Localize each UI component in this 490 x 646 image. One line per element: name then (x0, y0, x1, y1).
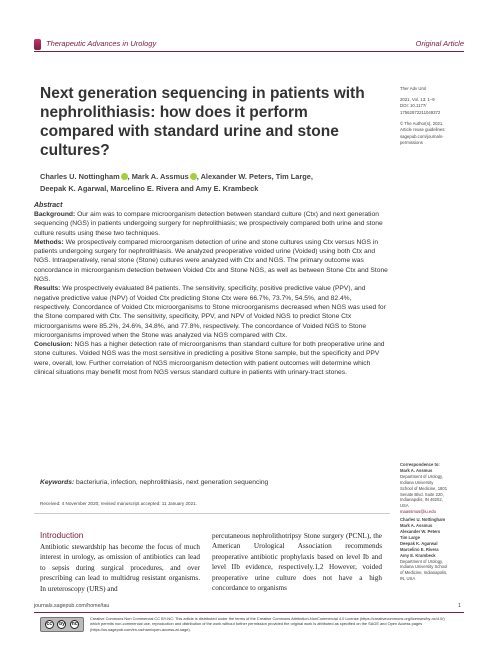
author-name[interactable]: , Alexander W. Peters, Tim Large, (196, 172, 313, 181)
affiliation-line: IN, USA (400, 576, 416, 582)
author-name: Deepak K. Agarwal (400, 540, 438, 546)
author-name: Marcelino E. Rivera (400, 546, 439, 552)
background-label: Background: (34, 211, 76, 218)
orcid-icon[interactable] (121, 173, 128, 180)
author-name: Tim Large (400, 534, 420, 540)
journal-short-name: Ther Adv Urol (400, 86, 427, 91)
article-type: Original Article (415, 39, 464, 48)
doi-label: DOI: 10.1177/ (400, 103, 427, 109)
results-text: We prospectively evaluated 84 patients. The sensitivity, specificity, positive predictive value (PPV), and negative predictive value (NPV) of Voided Ctx predicting Stone Ctx were 66.7%, 73.7%, 54.5%, and 82.4%, respectively. Concordance of Voided Ctx microorganisms to Stone microorganisms decreased when NGS was used for the Stone compared with Ctx. The sensitivity, specificity, PPV, and NPV of Voided NGS to predict Stone Ctx microorganisms were 85.2%, 24.6%, 34.8%, and 77.8%, respectively. The concordance of Voided NGS to Stone microorganisms improved when the Stone was analyzed via NGS compared with Ctx. (34, 285, 386, 339)
abstract-heading: Abstract (34, 202, 63, 209)
author-name[interactable]: Charles U. Nottingham (40, 172, 120, 181)
abstract-methods (34, 238, 389, 284)
email-link[interactable]: maassmus@iu.edu (400, 509, 436, 515)
author-name: Alexander W. Peters (400, 528, 441, 534)
by-icon: by (59, 621, 65, 627)
correspondence (400, 462, 482, 582)
affiliation-line: Department of Urology, (400, 558, 443, 564)
keywords-text: bacteriuria, infection, nephrolithiasis, next generation sequencing (74, 479, 269, 486)
background-text: Our aim was to compare microorganism detection between standard culture (Ctx) and next generation sequencing (NGS) in patients undergoing surgery for nephrolithiasis; we prospectively compared both urine and stone culture results using these two techniques. (34, 211, 383, 237)
received-date: Received: 4 November 2020; revised manuscript accepted: 11 January 2021. (40, 501, 197, 506)
abstract-conclusion (34, 340, 389, 377)
results-label: Results: (34, 285, 61, 293)
divider (34, 513, 390, 514)
affiliation-line: Senate Blvd. Suite 220, (400, 491, 444, 497)
author-name: Charles U. Nottingham (400, 517, 446, 523)
cc-icon: cc (46, 621, 53, 627)
conclusion-text: NGS has a higher detection rate of microorganisms than standard culture for both preoperative urine and stone cultures. Voided NGS was the most sensitive in predicting a positive Stone sample, but the specificity and PPV were, overall, low. Further correlation of NGS microorganism detection with patient outcomes will determine which clinical situations may benefit most from NGS versus standard culture in patients with urinary-tract stones. (34, 341, 385, 377)
author-name: Amy E. Krambeck (400, 552, 436, 558)
abstract-background (34, 210, 389, 238)
volume-info: 2021, Vol. 13: 1–9 (400, 96, 435, 102)
abstract (34, 202, 389, 377)
author-name[interactable]: Deepak K. Agarwal, Marcelino E. Rivera and Amy E. Krambeck (40, 184, 259, 193)
affiliation-line: Indianapolis, IN 46202, (400, 497, 443, 503)
page-number: 1 (458, 603, 461, 609)
affiliation-line: of Medicine, Indianapolis, (400, 570, 448, 576)
article-metadata (400, 86, 480, 147)
abstract-results (34, 284, 389, 340)
corresponding-author: Mark A. Assmus (400, 467, 433, 473)
intro-text-right: percutaneous nephrolithotripsy Stone surgery (PCNL), the American Urological Association recommends preoperative antibiotic prophylaxis based on level Ib and level IIb evidence, respectively.1,2 However, voided preoperative urine culture does not have a high concordance to organisms (212, 532, 382, 593)
intro-column-right (212, 531, 382, 593)
affiliation-line: Indiana University School (400, 564, 448, 570)
conclusion-label: Conclusion: (34, 341, 73, 349)
correspondence-label: Correspondence to: (400, 462, 440, 467)
intro-column-left (40, 530, 200, 594)
reuse-link-1[interactable]: sagepub.com/journals- (400, 133, 444, 139)
cc-license-badge[interactable] (40, 617, 84, 632)
intro-heading: Introduction (40, 530, 84, 540)
journal-header (34, 38, 464, 52)
doi-value[interactable]: 17562872211049372 (400, 109, 441, 115)
author-name: Mark A. Assmus (400, 523, 433, 529)
methods-text: We prospectively compared microorganism detection of urine and stone cultures using Ctx versus NGS in patients undergoing surgery for nephrolithiasis. We analyzed preoperative voided urine (Voided) using both Ctx and NGS. Intraoperatively, renal stone (Stone) cultures were analyzed with Ctx and NGS. The primary outcome was concordance in microorganism detection between Voided Ctx and Stone NGS, as well as between Stone Ctx and Stone NGS. (34, 238, 388, 284)
footer-divider (34, 612, 464, 613)
journal-name: Therapeutic Advances in Urology (46, 39, 157, 48)
reuse-link-2[interactable]: permissions (400, 140, 423, 146)
journal-logo-icon (34, 39, 41, 50)
keywords (40, 479, 380, 486)
article-title: Next generation sequencing in patients with nephrolithiasis: how does it perform compared with standard urine and stone cultures? (40, 85, 365, 159)
reuse-guidelines: Article reuse guidelines: (400, 127, 446, 133)
nc-icon: nc (71, 621, 78, 627)
author-name[interactable]: , Mark A. Assmus (127, 172, 189, 181)
affiliation-line: USA (400, 503, 409, 509)
affiliation-line: Indiana University (400, 479, 434, 485)
license-text: Creative Commons Non Commercial CC BY-NC: This article is distributed under the terms of the Creative Commons Attribution-NonCommercial 4.0 License (https://creativecommons.org/licenses/by-nc/4.0/) which permits non-commercial use, reproduction and distribution of the work without further permission provided the original work is attributed as specified on the SAGE and Open Access pages (https://us.sagepub.com/en-us/nam/open-access-at-sage). (90, 616, 445, 632)
journal-url[interactable]: journals.sagepub.com/home/tau (34, 603, 110, 609)
affiliation-line: School of Medicine, 1801 (400, 485, 448, 491)
orcid-icon[interactable] (190, 173, 197, 180)
author-list (40, 171, 380, 195)
intro-text-left: Antibiotic stewardship has become the focus of much interest in urology, as omission of antibiotics can lead to sepsis during surgical procedures, and over prescribing can lead to multidrug resistant organisms. In ureteroscopy (URS) and (40, 543, 200, 593)
methods-label: Methods: (34, 238, 64, 246)
keywords-label: Keywords: (40, 479, 75, 486)
copyright: © The Author(s), 2021. (400, 120, 444, 126)
affiliation-line: Department of Urology, (400, 473, 443, 479)
